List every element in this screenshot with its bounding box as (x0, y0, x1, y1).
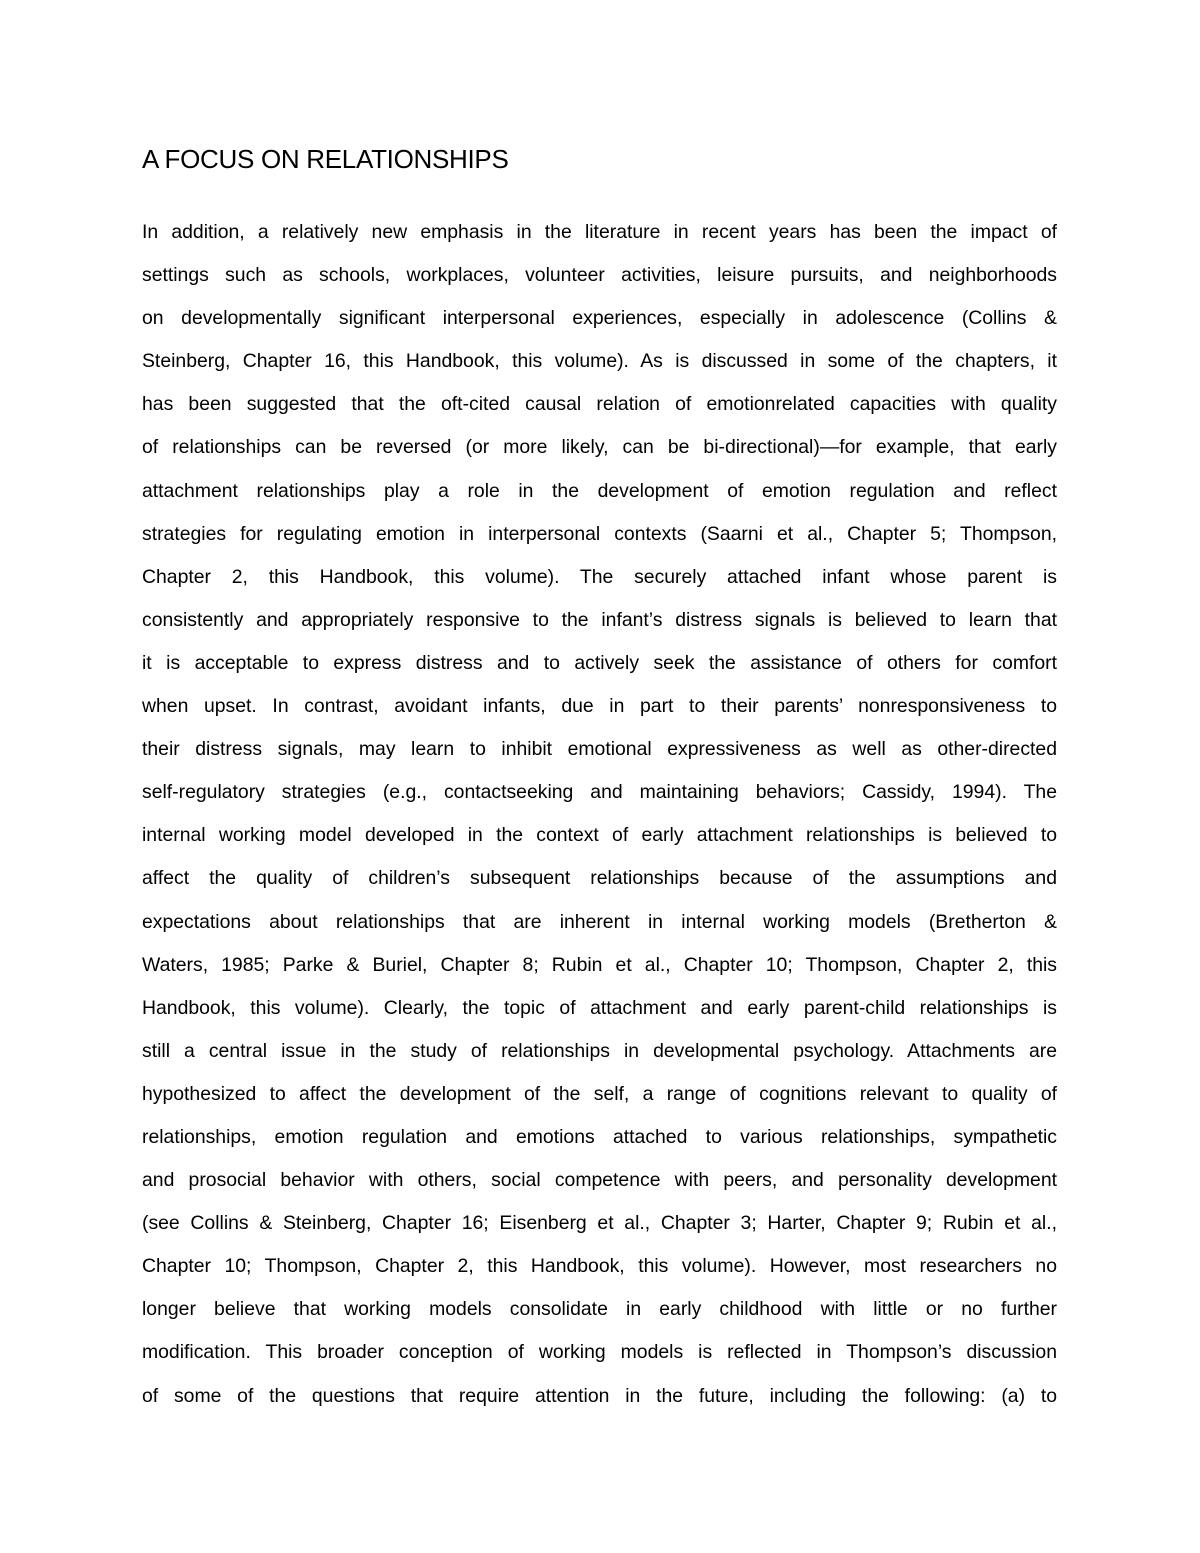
section-heading: A FOCUS ON RELATIONSHIPS (142, 144, 509, 174)
paragraph-line: expectations about relationships that are inherent in internal working models (Bretherton & (142, 910, 1057, 933)
paragraph-line: still a central issue in the study of relationships in developmental psychology. Attachments are (142, 1039, 1057, 1062)
paragraph-line: has been suggested that the oft-cited causal relation of emotionrelated capacities with quality (142, 393, 1057, 416)
paragraph-line: hypothesized to affect the development of the self, a range of cognitions relevant to quality of (142, 1082, 1057, 1105)
paragraph-line: Chapter 10; Thompson, Chapter 2, this Handbook, this volume). However, most researchers no (142, 1255, 1057, 1278)
body-paragraph (142, 211, 1057, 1418)
paragraph-line: and prosocial behavior with others, social competence with peers, and personality development (142, 1169, 1057, 1192)
paragraph-line: attachment relationships play a role in the development of emotion regulation and reflect (142, 479, 1057, 502)
paragraph-line: affect the quality of children’s subsequent relationships because of the assumptions and (142, 867, 1057, 890)
paragraph-line: Waters, 1985; Parke & Buriel, Chapter 8; Rubin et al., Chapter 10; Thompson, Chapter 2, this (142, 953, 1057, 976)
paragraph-line: settings such as schools, workplaces, volunteer activities, leisure pursuits, and neighborhoods (142, 264, 1057, 287)
paragraph-line: Steinberg, Chapter 16, this Handbook, this volume). As is discussed in some of the chapters, it (142, 350, 1057, 373)
paragraph-line: self-regulatory strategies (e.g., contactseeking and maintaining behaviors; Cassidy, 1994). The (142, 781, 1057, 804)
paragraph-line: on developmentally significant interpersonal experiences, especially in adolescence (Collins & (142, 307, 1057, 330)
paragraph-line: Chapter 2, this Handbook, this volume). The securely attached infant whose parent is (142, 565, 1057, 588)
paragraph-line: their distress signals, may learn to inhibit emotional expressiveness as well as other-directed (142, 738, 1057, 761)
paragraph-line: when upset. In contrast, avoidant infants, due in part to their parents’ nonresponsiveness to (142, 695, 1057, 718)
paragraph-line: consistently and appropriately responsive to the infant’s distress signals is believed to learn that (142, 608, 1057, 631)
paragraph-line: strategies for regulating emotion in interpersonal contexts (Saarni et al., Chapter 5; Thompson, (142, 522, 1057, 545)
paragraph-line: (see Collins & Steinberg, Chapter 16; Eisenberg et al., Chapter 3; Harter, Chapter 9; Rubin et al., (142, 1212, 1057, 1235)
paragraph-line: relationships, emotion regulation and emotions attached to various relationships, sympathetic (142, 1125, 1057, 1148)
paragraph-line: internal working model developed in the context of early attachment relationships is believed to (142, 824, 1057, 847)
paragraph-line: longer believe that working models consolidate in early childhood with little or no further (142, 1298, 1057, 1321)
paragraph-line: of relationships can be reversed (or more likely, can be bi-directional)—for example, that early (142, 436, 1057, 459)
paragraph-line: modification. This broader conception of working models is reflected in Thompson’s discussion (142, 1341, 1057, 1364)
paragraph-line: it is acceptable to express distress and to actively seek the assistance of others for comfort (142, 651, 1057, 674)
paragraph-line: In addition, a relatively new emphasis in the literature in recent years has been the impact of (142, 221, 1057, 243)
paragraph-line: of some of the questions that require attention in the future, including the following: (a) to (142, 1384, 1057, 1407)
paragraph-line: Handbook, this volume). Clearly, the topic of attachment and early parent-child relationships is (142, 996, 1057, 1019)
